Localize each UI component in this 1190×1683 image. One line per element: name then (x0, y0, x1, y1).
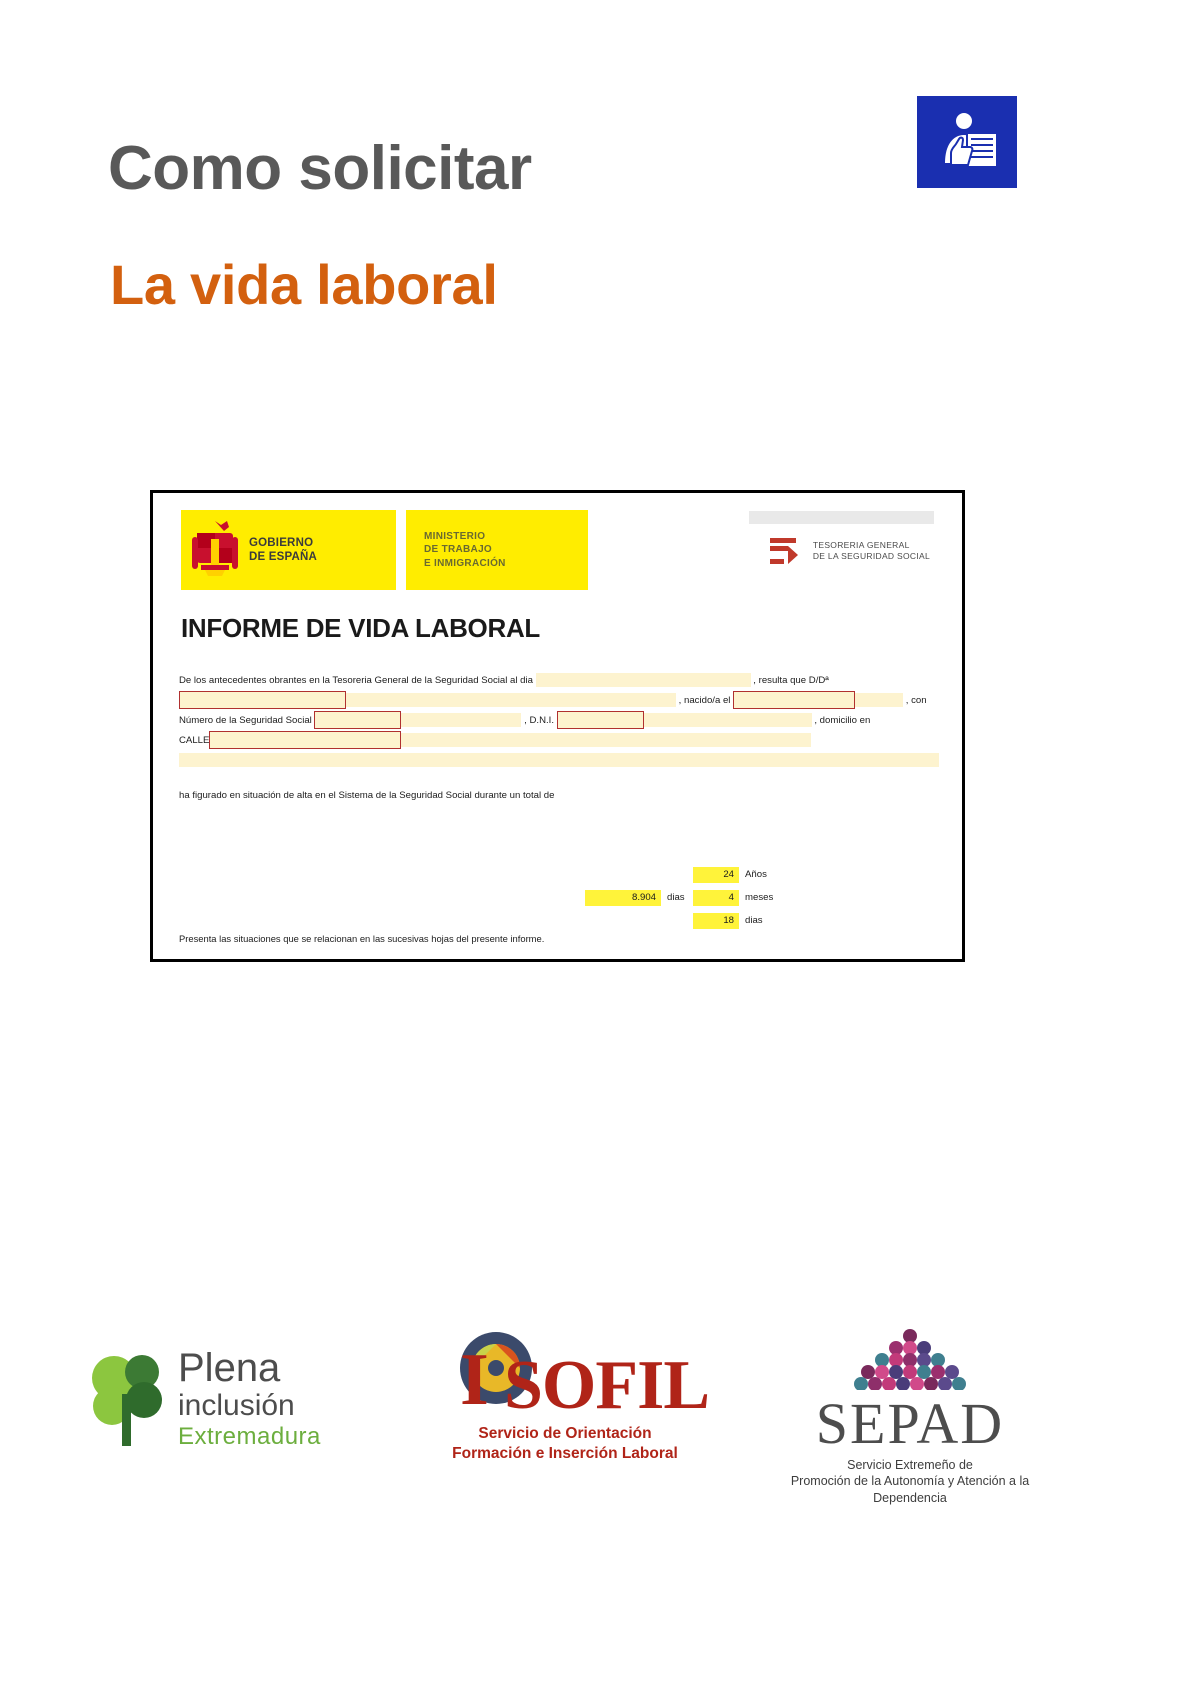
ss-number-label: Número de la Seguridad Social (179, 715, 312, 726)
totals-months-value: 4 (693, 890, 739, 906)
isofil-tagline (450, 1424, 680, 1464)
footer-logos (0, 1320, 1190, 1550)
dni-label: , D.N.I. (524, 715, 554, 726)
sepad-tagline-1: Servicio Extremeño de (847, 1458, 973, 1472)
totals-row (693, 863, 789, 886)
name-field-box (179, 691, 346, 709)
totals-years-value: 24 (693, 867, 739, 883)
dni-field-box (557, 711, 644, 729)
document-footnote: Presenta las situaciones que se relacionan en las sucesivas hojas del presente informe. (179, 933, 545, 944)
plena-line-2: inclusión (178, 1389, 295, 1422)
born-label: , nacido/a el (678, 695, 731, 706)
intro-text: De los antecedentes obrantes en la Tesoreria General de la Seguridad Social al dia (179, 675, 533, 686)
plena-line-1: Plena (178, 1346, 281, 1390)
document-line-ss (179, 711, 942, 731)
isofil-tagline-2: Formación e Inserción Laboral (452, 1445, 678, 1463)
isofil-initial: I (460, 1339, 489, 1421)
plena-inclusion-tree-icon (88, 1439, 170, 1456)
document-line-situation (179, 771, 942, 809)
page-title: Como solicitar (108, 134, 532, 203)
ministerio-band (406, 510, 588, 590)
isofil-logo (450, 1330, 710, 1495)
plena-line-3: Extremadura (178, 1422, 321, 1450)
document-heading: INFORME DE VIDA LABORAL (181, 613, 541, 643)
birthdate-field-highlight (855, 693, 903, 707)
totals-years-unit: Años (745, 869, 767, 880)
born-tail-text: , con (905, 695, 927, 706)
document-line-name (179, 691, 942, 711)
street-field-highlight (401, 733, 811, 747)
plena-inclusion-wordmark (178, 1348, 321, 1449)
totals-row (693, 886, 789, 909)
isofil-wordmark (450, 1330, 710, 1424)
ss-number-field-highlight (401, 713, 521, 727)
easy-read-badge (917, 96, 1017, 188)
document-totals (693, 863, 789, 932)
totals-row (693, 909, 789, 932)
ministerio-label (424, 530, 506, 571)
gobierno-line-2: DE ESPAÑA (249, 551, 318, 563)
sepad-logo (760, 1328, 1060, 1505)
totals-days-value: 18 (693, 913, 739, 929)
seguridad-social-logo-icon (766, 535, 804, 567)
ministerio-line-1: MINISTERIO (424, 530, 486, 542)
dni-field-highlight (644, 713, 812, 727)
days-unit: dias (667, 892, 685, 903)
gobierno-label (249, 536, 317, 564)
days-value: 8.904 (585, 890, 661, 906)
document-grey-bar (749, 511, 934, 524)
document-line-address-2 (179, 751, 942, 771)
totals-months-unit: meses (745, 892, 774, 903)
totals-days-unit: dias (745, 915, 763, 926)
easy-read-icon (931, 111, 1003, 173)
sepad-wordmark: SEPAD (815, 1391, 1005, 1456)
gobierno-line-1: GOBIERNO (249, 536, 314, 549)
intro-tail-text: , resulta que D/Dª (753, 675, 829, 686)
tesoreria-logo-block (766, 535, 930, 567)
street-field-box (209, 731, 401, 749)
birthdate-field-box (733, 691, 855, 709)
sepad-tagline-2: Promoción de la Autonomía y Atención a la Dependencia (790, 1474, 1030, 1505)
date-field-highlight (536, 673, 751, 687)
tesoreria-line-2: DE LA SEGURIDAD SOCIAL (812, 551, 930, 561)
address-tail-text: , domicilio en (814, 715, 871, 726)
spain-coat-of-arms-icon (187, 517, 243, 583)
document-body (179, 671, 942, 809)
vida-laboral-document-image (150, 490, 965, 962)
page-subtitle: La vida laboral (110, 253, 498, 316)
ministerio-line-3: E INMIGRACIÓN (424, 557, 506, 569)
ministerio-line-2: DE TRABAJO (424, 544, 493, 556)
isofil-tagline-1: Servicio de Orientación (478, 1425, 652, 1442)
name-field-highlight (346, 693, 676, 707)
sepad-tagline (760, 1457, 1060, 1506)
plena-inclusion-logo (88, 1348, 323, 1458)
address-bar-highlight (179, 753, 939, 767)
ss-number-field-box (314, 711, 401, 729)
tesoreria-line-1: TESORERIA GENERAL (812, 539, 910, 550)
gobierno-de-espana-band (181, 510, 396, 590)
document-line-intro (179, 671, 942, 691)
tesoreria-label (813, 540, 930, 563)
document-line-street (179, 731, 942, 751)
street-label: CALLE (179, 735, 210, 746)
isofil-rest: SOFIL (504, 1347, 710, 1424)
situation-text: ha figurado en situación de alta en el Sistema de la Seguridad Social durante un total de (179, 790, 555, 801)
